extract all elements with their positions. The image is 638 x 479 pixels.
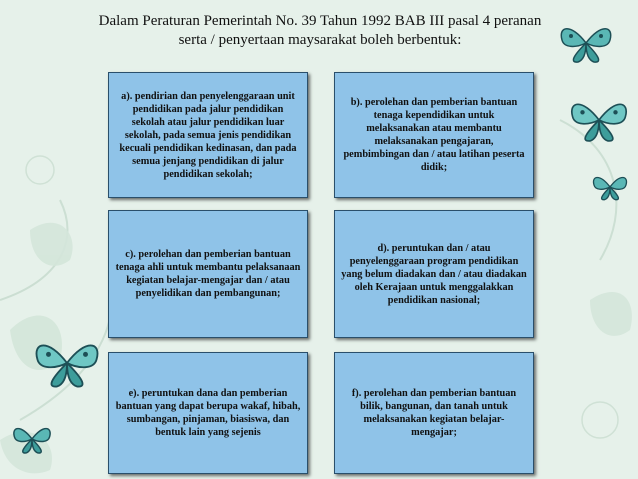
butterfly-icon [566, 90, 632, 150]
butterfly-icon [10, 420, 54, 458]
item-box-a [108, 72, 308, 198]
item-box-c [108, 210, 308, 338]
butterfly-icon [590, 170, 630, 204]
item-box-b [334, 72, 534, 198]
butterfly-icon [30, 330, 104, 396]
item-box-d [334, 210, 534, 338]
item-box-e [108, 352, 308, 474]
slide-title [60, 12, 580, 50]
title-line-1: Dalam Peraturan Pemerintah No. 39 Tahun 1992 BAB III pasal 4 peranan [98, 13, 542, 29]
item-text-a: a). pendirian dan penyelenggaraan unit pendidikan pada jalur pendidikan sekolah atau jalur pendidikan luar sekolah, pada semua jenis pendidikan kecuali pendidikan kedinasan, dan pada semua jenjang pendidikan di jalur pendidikan sekolah; [119, 90, 297, 180]
title-line-2: serta / penyertaan maysarakat boleh berbentuk: [178, 32, 462, 48]
item-text-e: e). peruntukan dana dan pemberian bantuan yang dapat berupa wakaf, hibah, sumbangan, pinjaman, biasiswa, dan bentuk lain yang sejenis [115, 388, 301, 438]
item-text-b: b). perolehan dan pemberian bantuan tenaga kependidikan untuk melaksanakan atau membantu melaksanakan pengajaran, pembimbingan dan / atau latihan peserta didik; [343, 97, 525, 173]
item-box-f [334, 352, 534, 474]
item-text-f: f). perolehan dan pemberian bantuan bilik, bangunan, dan tanah untuk melaksanakan kegiatan belajar-mengajar; [351, 388, 517, 438]
item-text-c: c). perolehan dan pemberian bantuan tenaga ahli untuk membantu pelaksanaan kegiatan belajar-mengajar dan / atau penyelidikan dan pembangunan; [115, 249, 301, 299]
item-text-d: d). peruntukan dan / atau penyelenggaraan program pendidikan yang belum diadakan dan / atau diadakan oleh Kerajaan untuk menggalakkan pendidikan nasional; [341, 242, 527, 306]
